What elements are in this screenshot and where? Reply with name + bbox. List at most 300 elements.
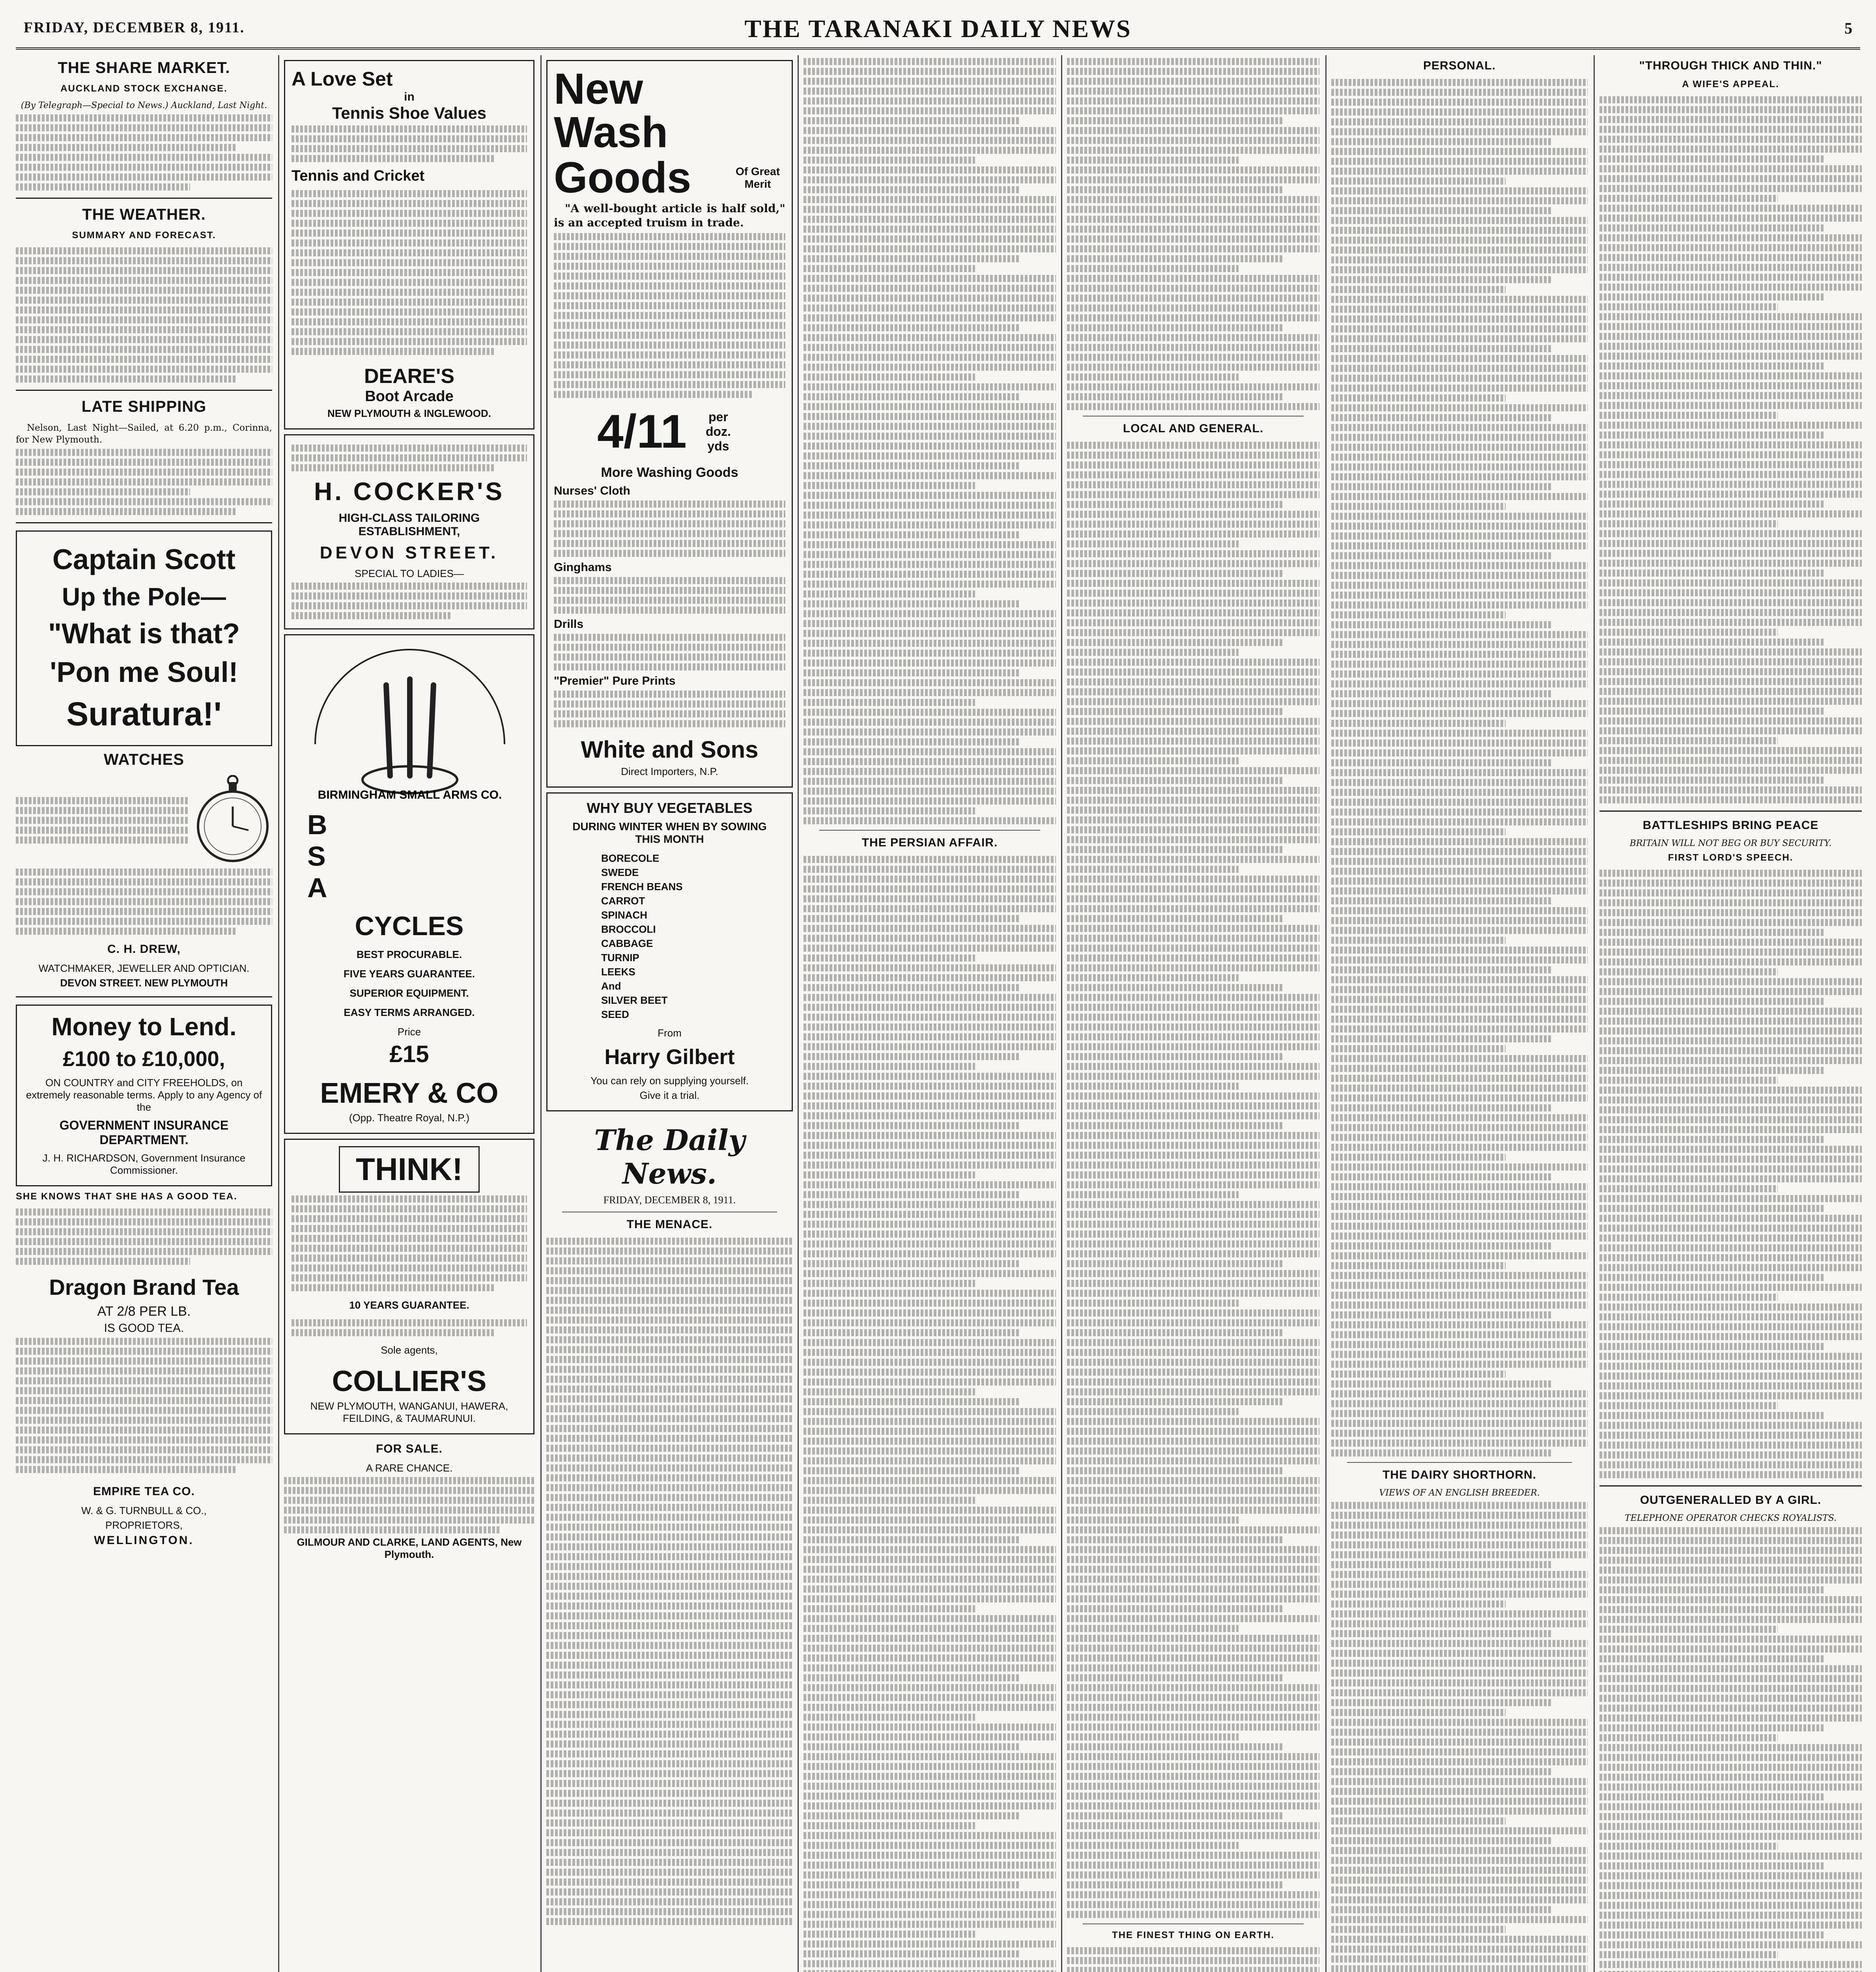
text-line <box>803 915 1020 922</box>
text-line <box>803 1832 1056 1839</box>
text-line <box>803 314 1056 321</box>
text-line <box>803 1171 975 1178</box>
text-line <box>1067 235 1319 243</box>
text-line <box>1599 1136 1825 1143</box>
seed-list: BORECOLE SWEDE FRENCH BEANS CARROT SPINACH BROCCOLI CABBAGE TURNIP LEEKS And SILVER BEET SEED <box>601 852 683 1020</box>
ad-line: Goods <box>554 153 691 202</box>
text-line <box>1599 1547 1862 1554</box>
text-line <box>1599 1803 1862 1810</box>
ad-line: DEVON STREET. <box>320 543 499 562</box>
text-line <box>1067 1231 1319 1238</box>
text-line <box>803 1891 1056 1898</box>
text-line <box>1067 1378 1319 1386</box>
text-line <box>803 1595 1056 1602</box>
text-line <box>803 206 1056 213</box>
text-line <box>1599 284 1862 291</box>
text-line <box>1599 185 1862 192</box>
text-line <box>1331 1768 1552 1775</box>
text-line <box>1067 560 1319 567</box>
text-line <box>1599 579 1862 586</box>
text-line <box>1599 1843 1778 1850</box>
text-line <box>1331 523 1588 530</box>
ad-line: Tennis Shoe Values <box>332 104 487 122</box>
issue-date: FRIDAY, DECEMBER 8, 1911. <box>24 19 245 36</box>
text-line <box>1331 335 1588 342</box>
tea-intro: SHE KNOWS THAT SHE HAS A GOOD TEA. <box>16 1191 237 1202</box>
text-line <box>803 1211 1056 1218</box>
text-line <box>1331 1916 1588 1923</box>
text-line <box>1331 296 1588 303</box>
text-line <box>1599 1303 1862 1311</box>
ad-line: "Premier" Pure Prints <box>554 674 676 687</box>
text-line <box>803 1802 1056 1810</box>
text-line <box>1599 786 1862 794</box>
pocket-watch-icon <box>193 775 272 866</box>
text-line <box>803 1507 1056 1514</box>
text-line <box>1331 1420 1588 1427</box>
text-line <box>803 1536 1020 1543</box>
text-line <box>1067 1516 1239 1524</box>
text-line <box>803 373 975 381</box>
text-line <box>1067 1250 1319 1257</box>
text-line <box>803 1812 1020 1819</box>
text-line <box>1067 1595 1319 1602</box>
text-line <box>1599 274 1862 281</box>
text-line <box>1599 668 1862 675</box>
text-line <box>1331 1380 1552 1387</box>
ad-line: FIVE YEARS GUARANTEE. <box>343 968 475 980</box>
text-line <box>1599 1636 1862 1643</box>
text-line <box>1599 1882 1862 1889</box>
text-line <box>1067 1957 1319 1964</box>
text-line <box>1067 777 1284 784</box>
text-line <box>1599 1655 1825 1662</box>
text-line <box>1067 728 1319 735</box>
text-line <box>1331 99 1588 106</box>
text-line <box>1331 542 1588 549</box>
text-line <box>1067 285 1319 292</box>
text-line <box>1599 599 1862 606</box>
ad-line: DURING WINTER WHEN BY SOWING THIS MONTH <box>572 820 767 845</box>
text-line <box>1067 1359 1319 1366</box>
text-line <box>1599 968 1778 975</box>
text-line <box>1599 648 1862 655</box>
proprietors: PROPRIETORS, <box>105 1519 183 1531</box>
text-line <box>803 1428 1056 1435</box>
text-line <box>1599 1037 1862 1044</box>
text-line <box>1067 1733 1239 1740</box>
text-line <box>803 1004 1056 1011</box>
text-line <box>1331 1094 1588 1102</box>
text-line <box>1599 1333 1862 1340</box>
text-line <box>1331 670 1588 678</box>
text-line <box>1599 1343 1825 1350</box>
text-line <box>1599 1714 1862 1722</box>
bsa-cycles-ad <box>284 634 534 1134</box>
text-line <box>803 1901 1056 1908</box>
text-line <box>1067 1339 1319 1346</box>
text-line <box>1067 974 1239 981</box>
first-lord-heading: FIRST LORD'S SPEECH. <box>1668 852 1794 863</box>
text-line <box>1599 1764 1862 1771</box>
dragon-tea-title: Dragon Brand Tea <box>49 1275 239 1300</box>
text-line <box>1331 1965 1588 1972</box>
text-line <box>803 403 1056 410</box>
text-line <box>1067 1270 1319 1277</box>
text-line <box>1067 1083 1239 1090</box>
text-line <box>1599 1402 1778 1409</box>
text-line <box>1331 769 1588 776</box>
column-4 <box>803 55 1056 1972</box>
text-line <box>1599 757 1862 764</box>
text-line <box>1331 1867 1588 1874</box>
text-line <box>1599 658 1862 665</box>
text-line <box>1067 984 1284 991</box>
text-line <box>1067 1694 1319 1701</box>
text-line <box>1067 1704 1319 1711</box>
text-line <box>1331 1025 1588 1033</box>
text-line <box>803 1181 1056 1188</box>
money-to-lend-ad <box>16 1005 272 1186</box>
text-line <box>1067 629 1319 636</box>
text-line <box>803 600 1020 607</box>
text-line <box>1599 708 1825 715</box>
text-line <box>803 984 1020 991</box>
text-line <box>1331 1341 1588 1348</box>
text-line <box>1331 1045 1506 1052</box>
text-line <box>1067 1162 1319 1169</box>
text-line <box>1331 1232 1588 1240</box>
text-line <box>1599 1215 1862 1222</box>
text-line <box>803 620 1056 627</box>
text-line <box>1067 403 1319 410</box>
bsa-letter: A <box>307 872 327 903</box>
text-line <box>1067 994 1319 1001</box>
collier-ad <box>284 1139 534 1434</box>
text-line <box>1331 720 1506 727</box>
text-line <box>803 433 1056 440</box>
text-line <box>1599 1724 1825 1731</box>
text-line <box>803 1300 1056 1307</box>
text-line <box>1599 1833 1862 1840</box>
shipping-text: Nelson, Last Night—Sailed, at 6.20 p.m., Corinna, for New Plymouth. <box>16 423 272 445</box>
text-line <box>803 1447 1056 1455</box>
ad-line: More Washing Goods <box>601 465 738 480</box>
text-line <box>1331 1650 1588 1657</box>
text-line <box>803 1063 975 1070</box>
text-line <box>1599 372 1862 379</box>
text-line <box>803 788 1056 795</box>
text-line <box>1331 1213 1588 1220</box>
text-line <box>1599 1852 1862 1860</box>
text-line <box>803 127 1056 134</box>
text-line <box>1599 796 1862 803</box>
text-line <box>1599 560 1862 567</box>
text-line <box>1067 1724 1319 1731</box>
text-line <box>1067 1191 1239 1198</box>
text-line <box>803 1398 1020 1405</box>
text-line <box>1599 244 1862 251</box>
harry-gilbert-ad <box>546 792 793 1111</box>
text-line <box>803 393 1020 400</box>
text-line <box>1067 1881 1284 1888</box>
text-line <box>1331 1936 1588 1943</box>
text-line <box>1331 641 1588 648</box>
text-line <box>1331 227 1588 234</box>
text-line <box>1599 1165 1862 1173</box>
text-line <box>1599 1892 1862 1899</box>
harry-gilbert-title: Harry Gilbert <box>604 1045 735 1069</box>
text-line <box>1067 1043 1319 1050</box>
text-line <box>1331 740 1588 747</box>
text-line <box>1599 422 1862 429</box>
text-line <box>1067 1388 1319 1395</box>
text-line <box>1067 747 1319 754</box>
text-line <box>1067 1102 1319 1109</box>
text-line <box>1331 611 1506 618</box>
ad-tagline: "A well-bought article is half sold," is an accepted truism in trade. <box>554 202 785 229</box>
text-line <box>1067 580 1319 587</box>
text-line <box>803 1408 1056 1415</box>
text-line <box>1331 483 1552 490</box>
column-rule <box>1061 55 1062 1972</box>
text-line <box>1599 1027 1862 1035</box>
text-line <box>1067 550 1319 557</box>
white-and-sons-ad <box>546 60 793 788</box>
text-line <box>1067 334 1319 341</box>
bsa-letter: B <box>307 809 327 840</box>
text-line <box>803 1881 1020 1888</box>
text-line <box>803 768 1056 775</box>
text-line <box>1599 1126 1862 1133</box>
text-line <box>1331 621 1552 628</box>
text-line <box>803 1053 1020 1060</box>
ad-line: Up the Pole— <box>62 583 226 611</box>
text-line <box>1599 1264 1862 1271</box>
text-line <box>1067 797 1319 804</box>
tennis-ad <box>284 60 534 430</box>
ad-line: NEW PLYMOUTH & INGLEWOOD. <box>327 407 491 419</box>
text-line <box>803 1329 1020 1336</box>
text-line <box>1599 1813 1862 1820</box>
text-line <box>1331 1788 1588 1795</box>
text-line <box>803 1359 1056 1366</box>
column-rule <box>798 55 799 1972</box>
text-line <box>1331 187 1588 194</box>
text-line <box>1599 431 1825 439</box>
text-line <box>803 1940 1056 1948</box>
text-line <box>1331 276 1552 283</box>
text-line <box>803 1270 1056 1277</box>
text-line <box>1067 1605 1284 1612</box>
text-line <box>1067 1655 1319 1662</box>
text-line <box>803 235 1056 243</box>
column-6 <box>1331 55 1588 1972</box>
text-line <box>1067 866 1239 873</box>
text-line <box>1067 1053 1284 1060</box>
text-line <box>1331 1847 1588 1854</box>
ad-line: H. COCKER'S <box>314 477 505 506</box>
text-line <box>1331 1262 1506 1269</box>
text-line <box>1599 224 1825 232</box>
newspaper-title: THE TARANAKI DAILY NEWS <box>744 15 1132 43</box>
text-line <box>1067 471 1319 478</box>
text-line <box>1067 107 1319 114</box>
text-line <box>803 945 1056 952</box>
text-line <box>1599 126 1862 133</box>
text-line <box>803 1733 1056 1740</box>
menace-heading: THE MENACE. <box>626 1218 713 1231</box>
text-line <box>1599 451 1862 458</box>
text-line <box>803 68 1056 75</box>
ad-line: From <box>658 1027 682 1039</box>
column-3 <box>546 55 793 1972</box>
text-line <box>803 905 1056 912</box>
turnbull: W. & G. TURNBULL & CO., <box>81 1505 207 1516</box>
text-line <box>1331 375 1588 382</box>
text-line <box>1067 324 1284 331</box>
text-line <box>803 1083 1056 1090</box>
text-line <box>1067 1142 1319 1149</box>
ad-line: 'Pon me Soul! <box>50 657 238 688</box>
text-line <box>1599 412 1778 419</box>
text-line <box>1067 1556 1319 1563</box>
text-line <box>1067 1181 1319 1188</box>
ad-line: Money to Lend. <box>51 1012 237 1041</box>
text-line <box>1067 1112 1319 1119</box>
text-line <box>1067 678 1319 685</box>
text-line <box>1067 216 1319 223</box>
text-line <box>803 1418 1056 1425</box>
text-line <box>1331 148 1588 155</box>
text-line <box>803 1122 1020 1129</box>
text-line <box>803 78 1056 85</box>
text-line <box>803 728 1056 736</box>
text-line <box>1067 767 1319 774</box>
text-line <box>1599 1116 1862 1123</box>
wifes-appeal-subheading: A WIFE'S APPEAL. <box>1682 79 1779 90</box>
text-line <box>803 1477 1056 1484</box>
text-line <box>1331 690 1552 697</box>
text-line <box>1067 1171 1319 1178</box>
text-line <box>1599 1244 1862 1251</box>
text-line <box>1331 1886 1588 1894</box>
text-line <box>1067 1891 1319 1898</box>
text-line <box>1331 108 1588 116</box>
text-line <box>803 1240 1056 1247</box>
text-line <box>1067 1349 1319 1356</box>
text-line <box>1331 1124 1588 1131</box>
text-line <box>1067 461 1319 469</box>
text-line <box>1067 945 1319 952</box>
text-line <box>803 758 1056 765</box>
text-line <box>1331 434 1588 441</box>
ad-line: Give it a trial. <box>639 1089 700 1101</box>
text-line <box>1331 1361 1588 1368</box>
text-line <box>1599 1576 1862 1584</box>
ad-line: Boot Arcade <box>365 388 454 405</box>
text-line <box>1331 592 1588 599</box>
text-line <box>803 590 975 598</box>
text-line <box>1331 1371 1506 1378</box>
ad-line: ON COUNTRY and CITY FREEHOLDS, on extremely reasonable terms. Apply to any Agency of the <box>26 1077 262 1113</box>
text-line <box>1067 1408 1239 1415</box>
text-line <box>803 679 1056 686</box>
text-line <box>1067 373 1239 381</box>
text-line <box>1067 1585 1319 1593</box>
late-shipping-heading: LATE SHIPPING <box>81 398 207 415</box>
text-line <box>1331 158 1588 165</box>
ad-line: Price <box>397 1026 421 1038</box>
text-line <box>1599 609 1862 616</box>
text-line <box>1331 1252 1588 1259</box>
outgeneralled-sub: TELEPHONE OPERATOR CHECKS ROYALISTS. <box>1624 1513 1837 1523</box>
text-line <box>1331 1114 1588 1121</box>
text-line <box>1067 1802 1319 1810</box>
text-line <box>803 738 1020 745</box>
text-line <box>1331 700 1588 707</box>
text-line <box>1331 473 1588 480</box>
text-line <box>803 1950 1020 1957</box>
text-line <box>1599 195 1778 202</box>
text-line <box>803 581 1056 588</box>
text-line <box>1067 738 1319 745</box>
text-line <box>803 443 1056 450</box>
text-line <box>803 1231 1056 1238</box>
text-line <box>1067 501 1284 508</box>
text-line <box>1331 1272 1588 1279</box>
text-line <box>1599 919 1862 926</box>
text-line <box>803 954 975 962</box>
text-line <box>1331 207 1552 214</box>
text-line <box>1599 1665 1862 1672</box>
text-line <box>1331 1173 1552 1180</box>
text-line <box>803 304 1056 312</box>
ad-line: 10 YEARS GUARANTEE. <box>349 1299 469 1311</box>
text-line <box>803 797 1056 805</box>
text-line <box>1067 1132 1319 1139</box>
text-line <box>1067 304 1319 312</box>
persian-affair-heading: THE PERSIAN AFFAIR. <box>861 836 998 849</box>
cycles-price: £15 <box>389 1041 429 1067</box>
text-line <box>1599 540 1862 547</box>
cycles-title: CYCLES <box>355 911 464 941</box>
text-line <box>1067 836 1319 843</box>
daily-news-nameplate: The Daily News. <box>594 1123 745 1190</box>
text-line <box>1331 118 1588 125</box>
text-line <box>1331 1302 1588 1309</box>
text-line <box>1599 629 1778 636</box>
ad-line: Direct Importers, N.P. <box>621 766 718 777</box>
text-line <box>1331 789 1588 796</box>
text-line <box>1599 1557 1862 1564</box>
text-line <box>803 1033 1056 1040</box>
personal-heading: PERSONAL. <box>1423 59 1496 72</box>
text-line <box>803 147 1056 154</box>
text-line <box>1331 1729 1588 1736</box>
text-line <box>1067 364 1319 371</box>
column-rule <box>1325 55 1327 1972</box>
text-line <box>1067 1812 1284 1819</box>
ad-line: NEW PLYMOUTH, WANGANUI, HAWERA, FEILDING, & TAUMARUNUI. <box>310 1400 508 1424</box>
text-line <box>1331 779 1588 786</box>
text-line <box>803 176 1056 183</box>
gilmour-clarke: GILMOUR AND CLARKE, LAND AGENTS, New Plymouth. <box>297 1536 522 1560</box>
text-line <box>1067 88 1319 95</box>
text-line <box>1331 1203 1588 1210</box>
white-sons-title: White and Sons <box>581 736 759 763</box>
text-line <box>1331 1512 1588 1519</box>
